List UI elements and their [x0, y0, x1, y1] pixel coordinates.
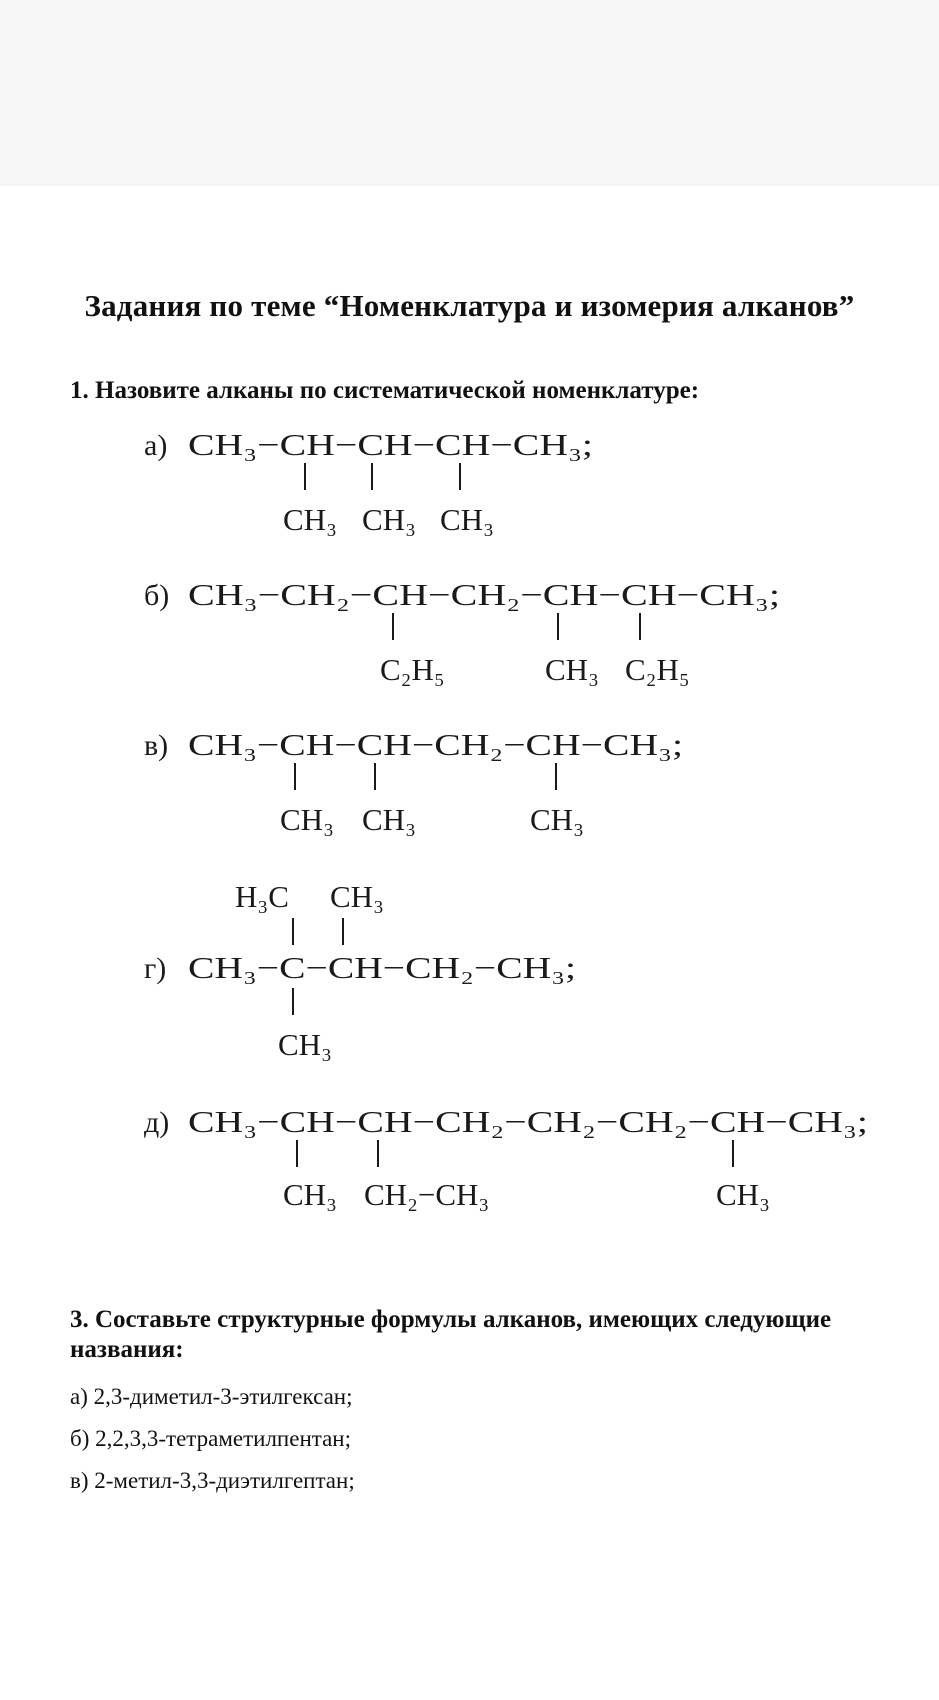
- formula-v-main-chain: CH₃−CH−CH−CH₂−CH−CH₃;: [188, 727, 683, 762]
- formula-v-branch-2: CH₃: [362, 802, 416, 837]
- formula-b: [144, 577, 780, 687]
- formula-g: [144, 879, 576, 1062]
- formula-g-top-branch-1: H₃C: [235, 879, 289, 914]
- formula-g-main-chain: CH₃−C−CH−CH₂−CH₃;: [188, 950, 576, 985]
- formula-a: [144, 427, 593, 537]
- page-title: Задания по теме “Номенклатура и изомерия алканов”: [84, 288, 855, 323]
- formula-v-branch-1: CH₃: [280, 802, 334, 837]
- formula-v: [144, 727, 683, 837]
- formula-a-label: а): [144, 429, 168, 462]
- task3-item-b: б) 2,2,3,3-тетраметилпентан;: [70, 1426, 351, 1451]
- task1-heading: 1. Назовите алканы по систематической номенклатуре:: [70, 377, 700, 404]
- formula-d: [144, 1104, 868, 1212]
- formula-d-branch-2: CH₂−CH₃: [364, 1177, 490, 1212]
- task3-list: [70, 1376, 355, 1502]
- task3-item-a: а) 2,3-диметил-3-этилгексан;: [70, 1384, 353, 1409]
- formula-a-branch-3: CH₃: [440, 502, 494, 537]
- formula-d-branch-1: CH₃: [283, 1177, 337, 1212]
- formula-a-main-chain: CH₃−CH−CH−CH−CH₃;: [188, 427, 593, 462]
- formula-b-branch-1: C₂H₅: [380, 652, 445, 687]
- formula-g-branch-1: CH₃: [278, 1027, 332, 1062]
- formula-d-branch-3: CH₃: [716, 1177, 770, 1212]
- formula-b-main-chain: CH₃−CH₂−CH−CH₂−CH−CH−CH₃;: [188, 577, 780, 612]
- formula-b-branch-2: CH₃: [545, 652, 599, 687]
- formula-a-branch-2: CH₃: [362, 502, 416, 537]
- formula-v-branch-3: CH₃: [530, 802, 584, 837]
- formula-d-main-chain: CH₃−CH−CH−CH₂−CH₂−CH₂−CH−CH₃;: [188, 1104, 868, 1139]
- formula-b-label: б): [144, 579, 170, 612]
- formula-b-branch-3: C₂H₅: [625, 652, 690, 687]
- formula-g-top-branch-2: CH₃: [330, 879, 384, 914]
- formula-d-label: д): [144, 1106, 170, 1139]
- formula-a-branch-1: CH₃: [283, 502, 337, 537]
- formula-v-label: в): [144, 729, 169, 762]
- task3-item-v: в) 2-метил-3,3-диэтилгептан;: [70, 1468, 355, 1493]
- task3-heading: 3. Составьте структурные формулы алканов, имеющих следующие названия:: [70, 1306, 832, 1363]
- formula-g-label: г): [144, 952, 167, 985]
